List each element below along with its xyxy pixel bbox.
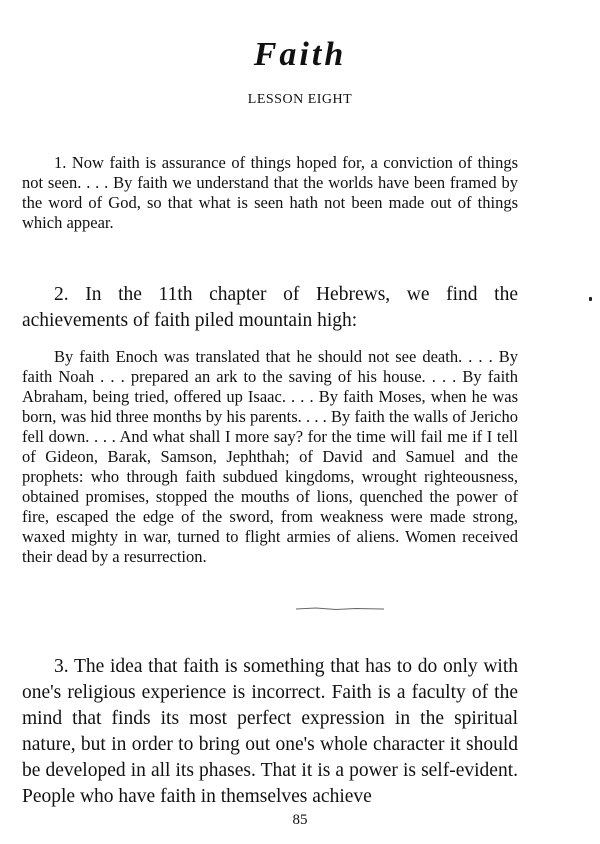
paragraph-3: 3. The idea that faith is something that has to do only with one's religious experience is incorrect. Faith is a faculty of the mind that finds its most perfect expression in the spiritual nature, but in order to bring out one's whole character it should be developed in all its phases. That it is a power is self-evident. People who have faith in themselves achieve [22, 655, 518, 807]
scan-smudge-mark [296, 606, 384, 612]
lesson-heading: LESSON EIGHT [247, 92, 353, 107]
scripture-quote: By faith Enoch was translated that he should not see death. . . . By faith Noah . . . prepared an ark to the saving of his house. . . . By faith Abraham, being tried, offered up Isaac. . . . By faith Moses, when he was born, was hid three months by his parents. . . . By faith the walls of Jericho fell down. . . . And what shall I more say? for the time will fail me if I tell of Gideon, Barak, Samson, Jephthah; of David and Samuel and the prophets: who through faith subdued kingdoms, wrought righteousness, obtained promises, stopped the mouths of lions, quenched the power of fire, escaped the edge of the sword, from weakness were made strong, waxed mighty in war, turned to flight armies of aliens. Women received their dead by a resurrection. [22, 346, 518, 566]
paragraph-1: 1. Now faith is assurance of things hoped for, a conviction of things not seen. . . . By faith we understand that the worlds have been framed by the word of God, so that what is seen hath not been made out of things which appear. [22, 152, 518, 232]
page-number: 85 [292, 812, 308, 828]
ink-dot-mark [589, 297, 592, 301]
paragraph-2: 2. In the 11th chapter of Hebrews, we find the achievements of faith piled mountain high: [22, 283, 518, 331]
page-title: Faith [253, 36, 347, 73]
